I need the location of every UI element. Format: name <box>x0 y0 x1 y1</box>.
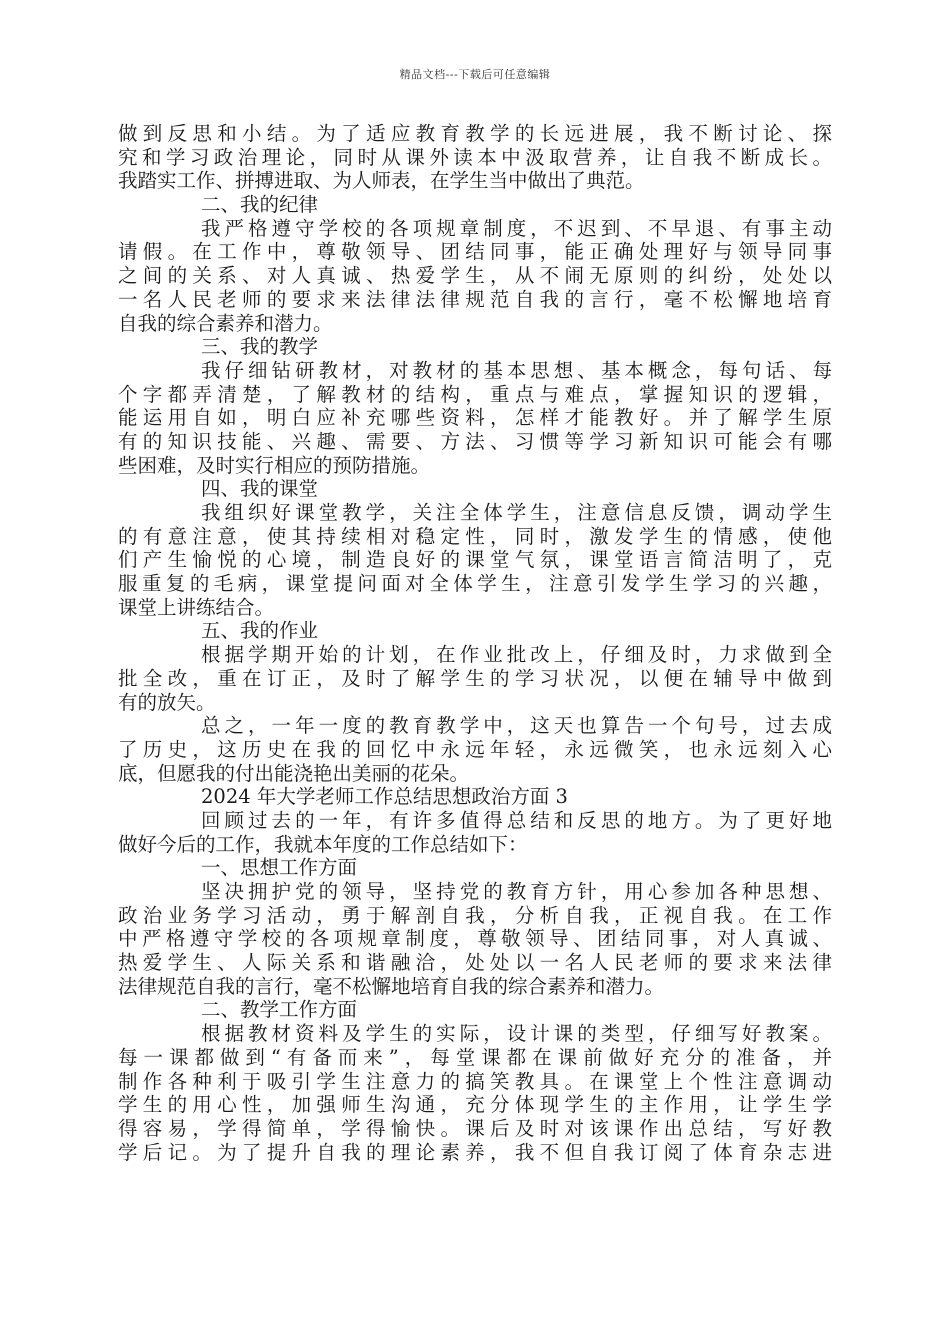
text-line: 些困难，及时实行相应的预防措施。 <box>118 453 431 477</box>
text-line: 的有意注意，使其持续相对稳定性，同时，激发学生的情感，使他 <box>118 524 832 548</box>
text-line: 二、我的纪律 <box>201 193 319 217</box>
text-line: 课堂上讲练结合。 <box>118 595 275 619</box>
text-line: 中严格遵守学校的各项规章制度，尊敬领导、团结同事，对人真诚、 <box>118 927 832 951</box>
text-line: 批全改，重在订正，及时了解学生的学习状况，以便在辅导中做到 <box>118 666 832 690</box>
text-line: 四、我的课堂 <box>201 477 319 501</box>
text-line: 根据教材资料及学生的实际，设计课的类型，仔细写好教案。 <box>201 1022 832 1046</box>
text-line: 我组织好课堂教学，关注全体学生，注意信息反馈，调动学生 <box>201 501 832 524</box>
text-line: 底，但愿我的付出能浇艳出美丽的花朵。 <box>118 761 470 785</box>
text-line: 坚决拥护党的领导，坚持党的教育方针，用心参加各种思想、 <box>201 880 832 903</box>
text-line: 个字都弄清楚，了解教材的结构，重点与难点，掌握知识的逻辑， <box>118 382 832 406</box>
text-line: 服重复的毛病，课堂提问面对全体学生，注意引发学生学习的兴趣， <box>118 572 832 596</box>
text-line: 2024 年大学老师工作总结思想政治方面 3 <box>201 785 568 809</box>
text-line: 得容易，学得简单，学得愉快。课后及时对该课作出总结，写好教 <box>118 1116 832 1140</box>
text-line: 自我的综合素养和潜力。 <box>118 311 333 335</box>
text-line: 学后记。为了提升自我的理论素养，我不但自我订阅了体育杂志进 <box>118 1140 832 1164</box>
text-line: 我踏实工作、拼搏进取、为人师表，在学生当中做出了典范。 <box>118 169 645 193</box>
text-line: 们产生愉悦的心境，制造良好的课堂气氛，课堂语言简洁明了，克 <box>118 548 832 572</box>
text-line: 学生的用心性，加强师生沟通，充分体现学生的主作用，让学生学 <box>118 1093 832 1117</box>
text-line: 一、思想工作方面 <box>201 856 358 880</box>
text-line: 请假。在工作中，尊敬领导、团结同事，能正确处理好与领导同事 <box>118 240 832 264</box>
text-line: 有的知识技能、兴趣、需要、方法、习惯等学习新知识可能会有哪 <box>118 429 832 453</box>
text-line: 二、教学工作方面 <box>201 998 358 1022</box>
text-line: 回顾过去的一年，有许多值得总结和反思的地方。为了更好地 <box>201 808 832 832</box>
text-line: 一名人民老师的要求来法律法律规范自我的言行，毫不松懈地培育 <box>118 287 832 311</box>
text-line: 了历史，这历史在我的回忆中永远年轻，永远微笑，也永远刻入心 <box>118 737 832 761</box>
text-line: 根据学期开始的计划，在作业批改上，仔细及时，力求做到全 <box>201 643 832 667</box>
page-header: 精品文档---下载后可任意编辑 <box>399 68 551 81</box>
text-line: 每一课都做到“有备而来”，每堂课都在课前做好充分的准备，并 <box>118 1045 832 1069</box>
text-line: 做好今后的工作，我就本年度的工作总结如下： <box>118 832 528 856</box>
text-line: 有的放矢。 <box>118 690 216 714</box>
document-body <box>118 122 832 1164</box>
text-line: 我仔细钻研教材，对教材的基本思想、基本概念，每句话、每 <box>201 358 832 382</box>
text-line: 五、我的作业 <box>201 619 319 643</box>
text-line: 我严格遵守学校的各项规章制度，不迟到、不早退、有事主动 <box>201 216 832 240</box>
text-line: 热爱学生、人际关系和谐融洽，处处以一名人民老师的要求来法律 <box>118 951 832 975</box>
text-line: 三、我的教学 <box>201 335 319 359</box>
text-line: 能运用自如，明白应补充哪些资料，怎样才能教好。并了解学生原 <box>118 406 832 430</box>
text-line: 总之，一年一度的教育教学中，这天也算告一个句号，过去成 <box>201 714 832 738</box>
text-line: 究和学习政治理论，同时从课外读本中汲取营养，让自我不断成长。 <box>118 145 832 169</box>
text-line: 法律规范自我的言行，毫不松懈地培育自我的综合素养和潜力。 <box>118 974 665 998</box>
text-line: 政治业务学习活动，勇于解剖自我，分析自我，正视自我。在工作 <box>118 903 832 927</box>
text-line: 制作各种利于吸引学生注意力的搞笑教具。在课堂上个性注意调动 <box>118 1069 832 1093</box>
text-line: 做到反思和小结。为了适应教育教学的长远进展，我不断讨论、探 <box>118 122 832 145</box>
text-line: 之间的关系、对人真诚、热爱学生，从不闹无原则的纠纷，处处以 <box>118 264 832 288</box>
